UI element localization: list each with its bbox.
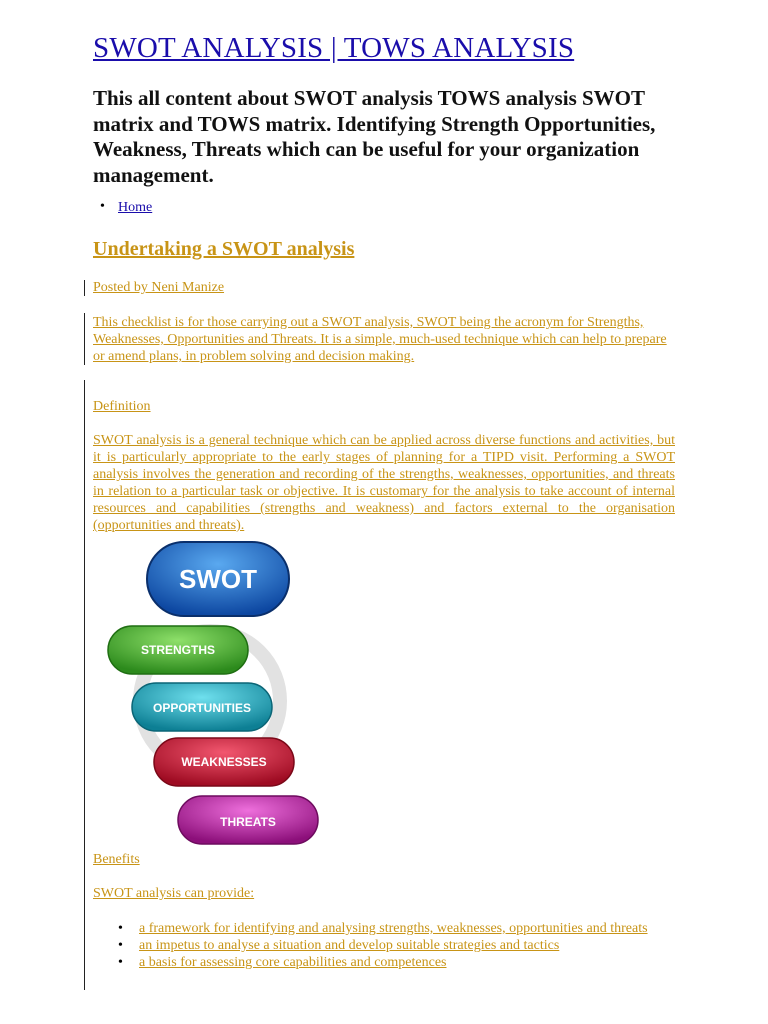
strengths-label: STRENGTHS [140, 643, 216, 657]
definition-text[interactable]: SWOT analysis is a general technique which can be applied across diverse functions and activities, but it is particularly appropriate to the early stages of planning for a TIPD visit. Performing a SWOT analysis involves the generation and recording of the strengths, weaknesses, opportunities, and threats in relation to a particular task or objective. It is customary for the analysis to take account of internal resources and capabilities (strengths and weakness) and factors external to the organisation (opportunities and threats). [93, 433, 675, 533]
definition-heading[interactable]: Definition [93, 399, 151, 414]
opportunities-label: OPPORTUNITIES [152, 701, 252, 715]
swot-label: SWOT [179, 564, 257, 594]
quote-bar [84, 280, 85, 296]
threats-pill [178, 796, 318, 844]
quote-bar [84, 380, 85, 990]
nav-menu [118, 200, 152, 216]
nav-item-home [118, 200, 152, 216]
post-intro[interactable]: This checklist is for those carrying out a SWOT analysis, SWOT being the acronym for Strengths, Weaknesses, Opportunities and Threats. It is a simple, much-used technique which can help to prepare or amend plans, in problem solving and decision making. [93, 315, 667, 364]
opportunities-pill [132, 683, 272, 731]
swot-pill [147, 542, 289, 616]
quote-bar [84, 313, 85, 365]
site-description: This all content about SWOT analysis TOWS analysis SWOT matrix and TOWS matrix. Identifying Strength Opportunities, Weakness, Threats which can be useful for your organization management. [93, 86, 656, 187]
benefits-list [139, 920, 675, 971]
weaknesses-pill [154, 738, 294, 786]
threats-label: THREATS [220, 815, 276, 829]
post-author[interactable]: Posted by Neni Manize [93, 280, 225, 295]
nav-link-home[interactable]: Home [118, 200, 153, 215]
list-item[interactable]: • an impetus to analyse a situation and develop suitable strategies and tactics [139, 937, 675, 954]
list-item[interactable]: • a framework for identifying and analysing strengths, weaknesses, opportunities and threats [139, 920, 675, 937]
swot-graphic [100, 538, 330, 850]
benefits-heading[interactable]: Benefits [93, 852, 140, 867]
benefits-intro[interactable]: SWOT analysis can provide: [93, 886, 255, 901]
weaknesses-label: WEAKNESSES [181, 755, 267, 769]
post-title[interactable]: Undertaking a SWOT analysis [93, 238, 355, 260]
site-title[interactable]: SWOT ANALYSIS | TOWS ANALYSIS [93, 32, 575, 64]
list-item[interactable]: • a basis for assessing core capabilities and competences [139, 954, 675, 971]
strengths-pill [108, 626, 248, 674]
